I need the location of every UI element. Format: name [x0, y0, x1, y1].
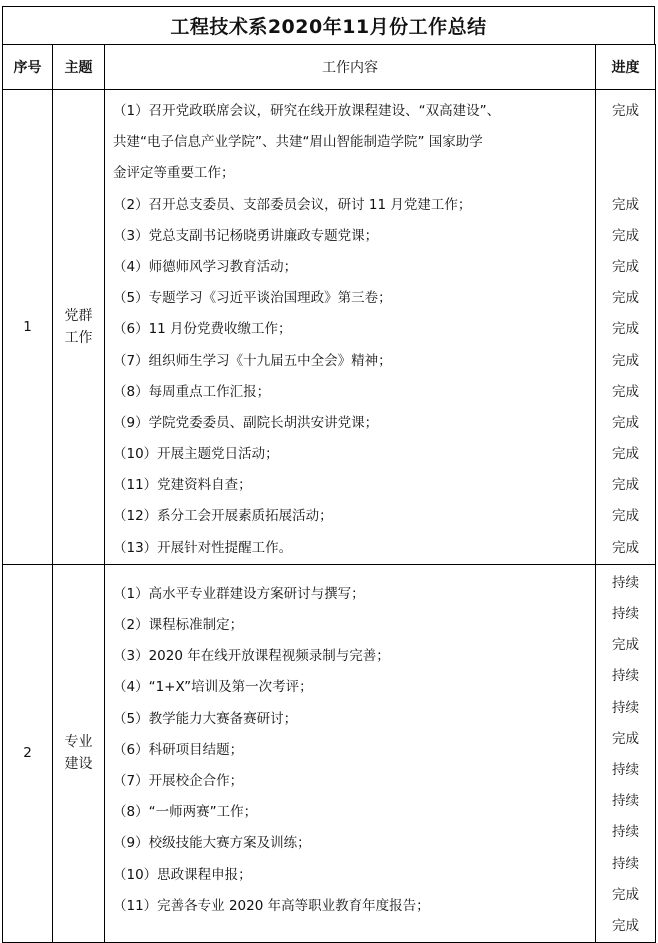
status-badge [596, 127, 655, 158]
status-badge: 完成 [612, 414, 639, 431]
content-line: （3）2020 年在线开放课程视频录制与完善； [113, 648, 390, 665]
row-progress [596, 564, 656, 942]
status-badge: 完成 [612, 321, 639, 338]
topic-line: 工作 [64, 329, 93, 346]
row-index: 1 [3, 90, 53, 565]
header-topic: 主题 [53, 45, 105, 90]
status-badge: 持续 [612, 699, 639, 716]
row-topic [53, 90, 105, 565]
content-line: （12）系分工会开展素质拓展活动； [113, 508, 333, 525]
content-line: （13）开展针对性提醒工作。 [113, 539, 293, 556]
content-line: （4）“1+X”培训及第一次考评； [113, 679, 313, 696]
work-summary-table [2, 44, 656, 943]
content-line: （1）高水平专业群建设方案研讨与撰写； [113, 585, 365, 602]
header-index: 序号 [3, 45, 53, 90]
content-line: （10）思政课程申报； [113, 866, 252, 883]
status-badge: 完成 [612, 539, 639, 556]
status-badge [596, 158, 655, 189]
status-badge: 完成 [612, 446, 639, 463]
table-body [3, 90, 656, 943]
status-badge: 持续 [612, 574, 639, 591]
status-badge: 持续 [612, 793, 639, 810]
content-line: （1）召开党政联席会议，研究在线开放课程建设、“双高建设”、 [113, 103, 501, 119]
content-line: （5）专题学习《习近平谈治国理政》第三卷； [113, 290, 392, 307]
content-line: （9）校级技能大赛方案及训练； [113, 835, 311, 852]
content-line: （8）每周重点工作汇报； [113, 383, 271, 400]
status-badge: 持续 [612, 606, 639, 622]
header-row [3, 45, 656, 90]
content-line: （6）科研项目结题； [113, 741, 244, 758]
content-line: （11）党建资料自查； [113, 477, 252, 494]
status-badge: 完成 [612, 383, 639, 400]
status-badge: 持续 [612, 668, 639, 685]
header-progress: 进度 [596, 45, 656, 90]
content-line: 共建“电子信息产业学院”、共建“眉山智能制造学院” 国家助学 [113, 134, 483, 151]
content-line: （9）学院党委委员、副院长胡洪安讲党课； [113, 414, 379, 431]
content-line: （7）组织师生学习《十九届五中全会》精神； [113, 352, 392, 369]
status-badge: 完成 [612, 352, 639, 369]
content-line: 金评定等重要工作； [113, 165, 235, 182]
status-badge: 持续 [612, 855, 639, 872]
content-line: （8）“一师两赛”工作； [113, 804, 258, 821]
status-badge: 持续 [612, 761, 639, 778]
document-title: 工程技术系2020年11月份工作总结 [2, 6, 655, 44]
content-line: （3）党总支副书记杨晓勇讲廉政专题党课； [113, 227, 379, 244]
content-line: （10）开展主题党日活动； [113, 446, 279, 463]
status-badge: 完成 [612, 258, 639, 275]
row-index: 2 [3, 564, 53, 942]
topic-line: 建设 [64, 756, 93, 773]
table-row [3, 90, 656, 565]
topic-line: 党群 [64, 307, 93, 324]
status-badge: 持续 [612, 824, 639, 841]
content-line: （5）教学能力大赛备赛研讨； [113, 710, 298, 727]
status-badge: 完成 [612, 477, 639, 494]
status-badge: 完成 [612, 290, 639, 307]
content-line: （2）召开总支委员、支部委员会议，研讨 11 月党建工作； [113, 196, 472, 213]
row-topic [53, 564, 105, 942]
content-line: （11）完善各专业 2020 年高等职业教育年度报告； [113, 897, 430, 914]
status-badge: 完成 [612, 730, 639, 747]
status-badge: 完成 [612, 917, 639, 934]
status-badge: 完成 [612, 196, 639, 213]
status-badge: 完成 [612, 227, 639, 244]
table-row [3, 564, 656, 942]
status-badge: 完成 [612, 637, 639, 654]
content-line: （2）课程标准制定； [113, 617, 244, 633]
status-badge: 完成 [612, 508, 639, 525]
row-content [105, 564, 596, 942]
content-line: （6）11 月份党费收缴工作； [113, 321, 292, 338]
content-line: （4）师德师风学习教育活动； [113, 258, 298, 275]
status-badge: 完成 [612, 103, 639, 119]
content-line: （7）开展校企合作； [113, 772, 244, 789]
topic-line: 专业 [64, 734, 93, 751]
row-progress [596, 90, 656, 565]
status-badge: 完成 [612, 886, 639, 903]
row-content [105, 90, 596, 565]
header-content: 工作内容 [105, 45, 596, 90]
